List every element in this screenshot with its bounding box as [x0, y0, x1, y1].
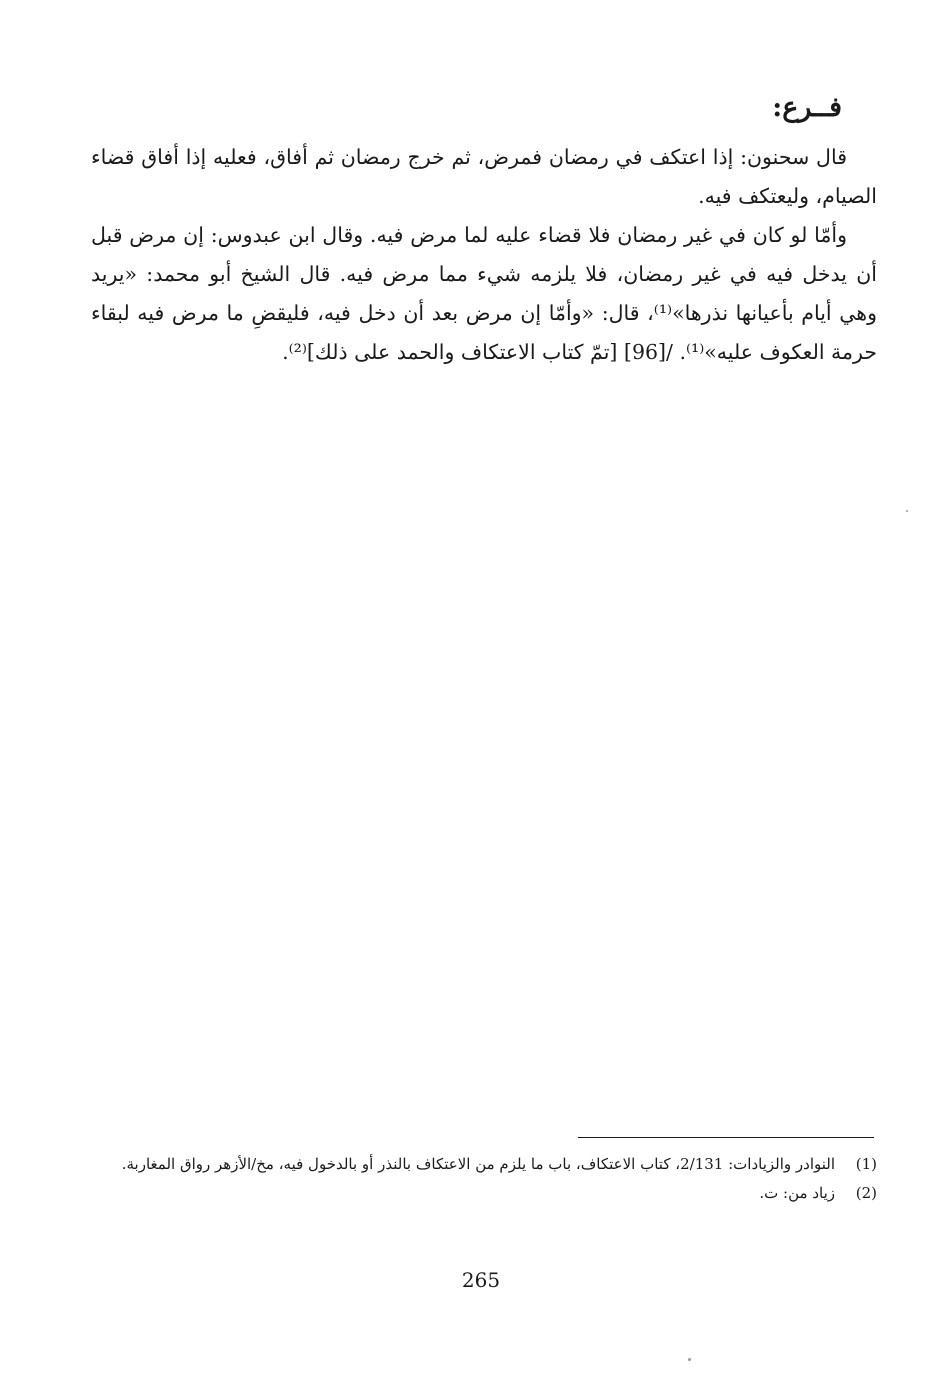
- paragraph: وأمّا لو كان في غير رمضان فلا قضاء عليه لما مرض فيه. وقال ابن عبدوس: إن مرض قبل أن يدخل فيه في غير رمضان، فلا يلزمه شيء مما مرض فيه. قال الشيخ أبو محمد: «يريد وهي أيام بأعيانها نذرها»⁽¹⁾، قال: «وأمّا إن مرض بعد أن دخل فيه، فليقضِ ما مرض فيه لبقاء حرمة العكوف عليه»⁽¹⁾. /[96] [تمّ كتاب الاعتكاف والحمد على ذلك]⁽²⁾.: [91, 223, 877, 364]
- footnote-divider: [578, 1137, 874, 1138]
- footnote-text: النوادر والزيادات: 2/131، كتاب الاعتكاف، باب ما يلزم من الاعتكاف بالنذر أو بالدخول فيه، مخ/الأزهر رواق المغاربة.: [121, 1155, 835, 1173]
- scan-speck: [906, 510, 908, 512]
- scan-speck: [688, 1358, 691, 1361]
- footnotes: [77, 1150, 877, 1208]
- main-text: [91, 138, 877, 372]
- page-number: 265: [461, 1268, 501, 1292]
- paragraph: قال سحنون: إذا اعتكف في رمضان فمرض، ثم خرج رمضان ثم أفاق، فعليه إذا أفاق قضاء الصيام، وليعتكف فيه.: [91, 145, 877, 208]
- section-heading: فــرع:: [772, 92, 842, 123]
- footnote: [77, 1150, 877, 1179]
- footnote-number: (1): [855, 1155, 877, 1173]
- footnote-number: (2): [855, 1184, 877, 1202]
- footnote-text: زياد من: ت.: [759, 1184, 835, 1202]
- footnote: [77, 1179, 877, 1208]
